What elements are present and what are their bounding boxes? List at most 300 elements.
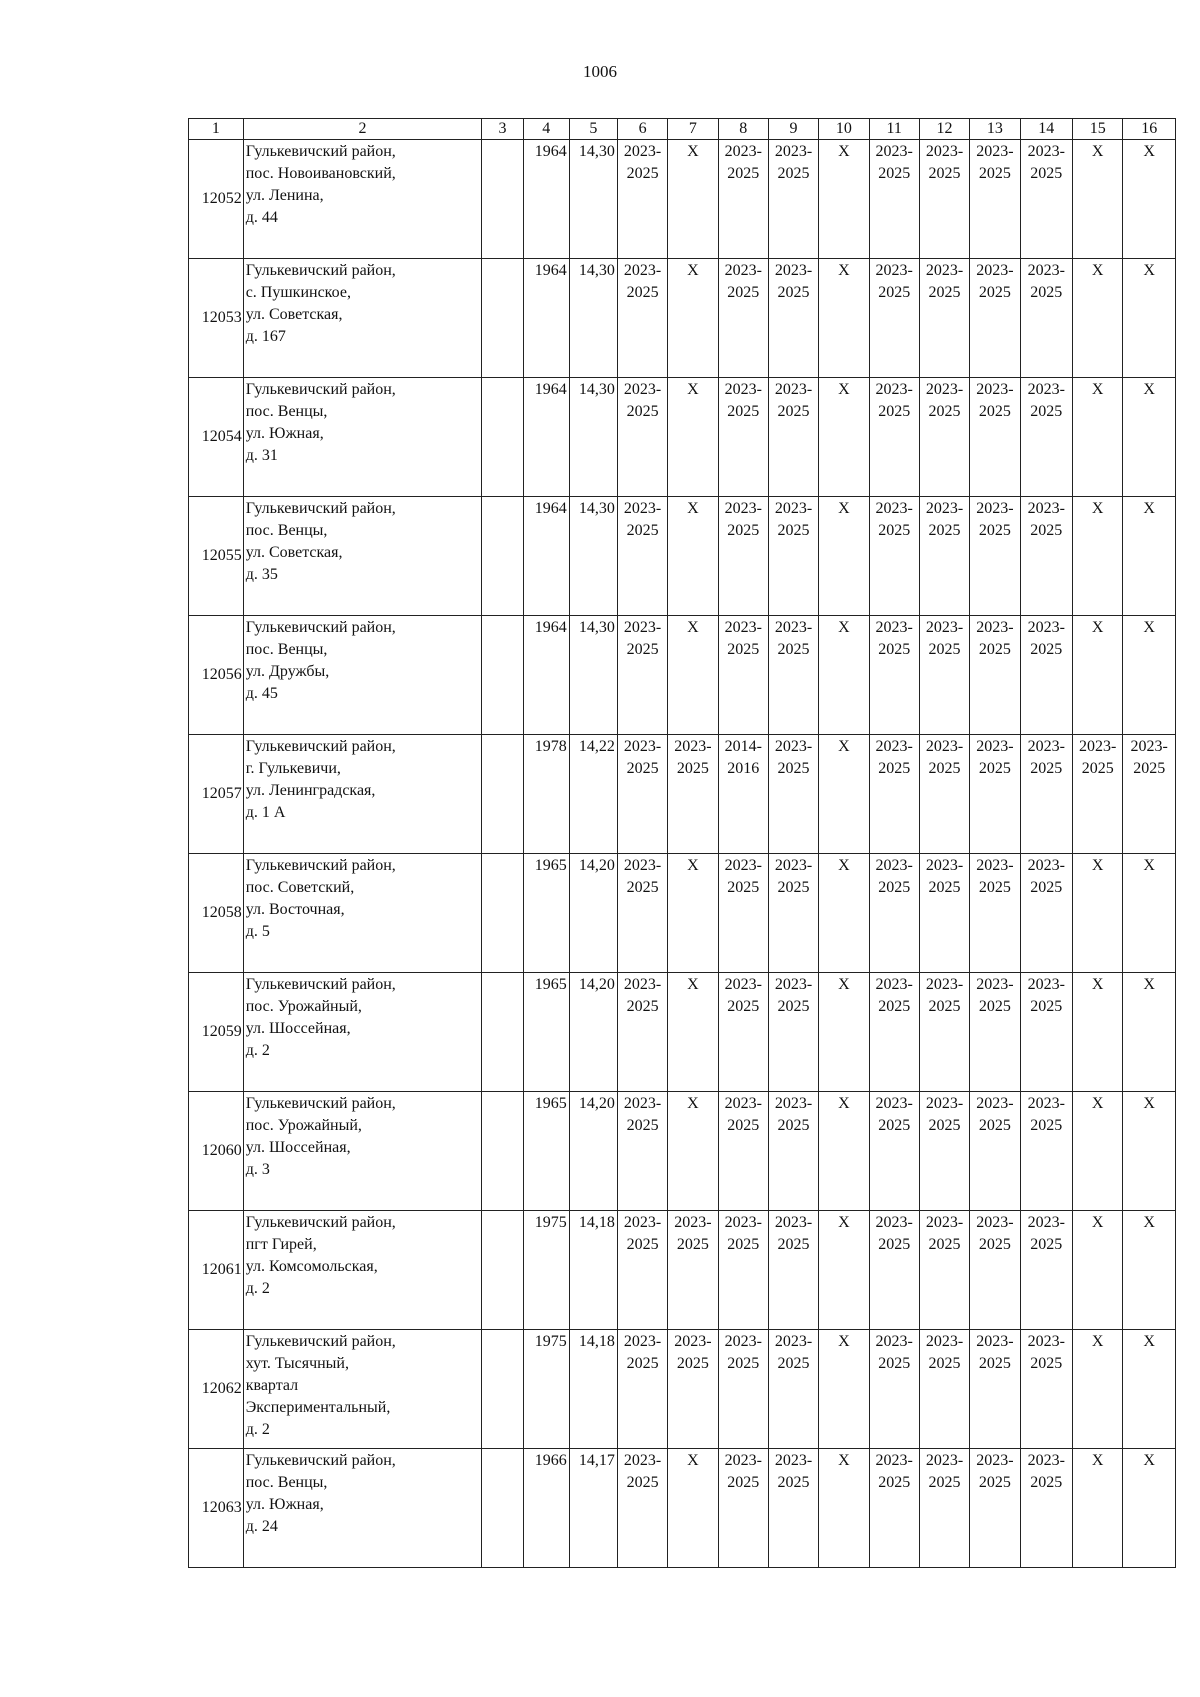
period-line: 2023- xyxy=(1027,857,1065,874)
period-line: 2023- xyxy=(875,857,913,874)
period-line: 2023- xyxy=(774,381,813,398)
address-cell: Гулькевичский район, пос. Венцы, ул. Южная, д. 24 xyxy=(243,1449,482,1568)
period-cell-c7 xyxy=(668,973,718,1092)
period-line: 2023- xyxy=(925,976,964,993)
period-cell-c6 xyxy=(617,140,667,259)
period-line: 2025 xyxy=(1030,641,1063,658)
period-cell-c10 xyxy=(819,616,869,735)
period-line: 2025 xyxy=(978,1355,1011,1372)
address-cell: Гулькевичский район, пос. Урожайный, ул. Шоссейная, д. 3 xyxy=(243,1092,482,1211)
period-cell-c13 xyxy=(970,140,1020,259)
period-line: 2025 xyxy=(626,1236,659,1253)
period-line: 2025 xyxy=(878,1117,911,1134)
period-cell-c9 xyxy=(768,1092,818,1211)
period-cell-c9 xyxy=(768,854,818,973)
period-line: 2025 xyxy=(626,165,659,182)
period-cell-c12 xyxy=(919,497,969,616)
period-line: 2023- xyxy=(774,1095,813,1112)
period-line: 2023- xyxy=(774,857,813,874)
period-line: X xyxy=(1143,976,1155,993)
period-line: X xyxy=(1091,143,1104,160)
period-line: 2025 xyxy=(777,1474,810,1491)
year-cell: 1966 xyxy=(523,1449,569,1568)
period-cell-c13 xyxy=(970,259,1020,378)
period-cell-c7 xyxy=(668,1211,718,1330)
period-line: 2023- xyxy=(1027,1214,1065,1231)
address-cell: Гулькевичский район, хут. Тысячный, квартал Экспериментальный, д. 2 xyxy=(243,1330,482,1449)
table-row xyxy=(189,973,1176,1092)
period-cell-c12 xyxy=(919,1330,969,1449)
period-line: 2023- xyxy=(774,500,813,517)
period-cell-c9 xyxy=(768,735,818,854)
period-cell-c7 xyxy=(668,497,718,616)
period-cell-c7 xyxy=(668,854,718,973)
col3-cell xyxy=(482,1211,524,1330)
period-cell-c12 xyxy=(919,259,969,378)
period-line: 2025 xyxy=(978,1236,1011,1253)
period-cell-c11 xyxy=(869,1330,919,1449)
value-cell: 14,30 xyxy=(569,378,617,497)
period-cell-c15 xyxy=(1073,378,1123,497)
period-cell-c15 xyxy=(1073,1092,1123,1211)
value-cell: 14,20 xyxy=(569,1092,617,1211)
period-line: 2025 xyxy=(878,879,911,896)
period-line: 2025 xyxy=(978,522,1011,539)
period-line: 2023- xyxy=(976,738,1014,755)
period-line: 2025 xyxy=(1030,1355,1063,1372)
period-cell-c8 xyxy=(718,616,768,735)
period-line: 2025 xyxy=(727,1236,760,1253)
col3-cell xyxy=(482,1092,524,1211)
period-line: 2023- xyxy=(724,1214,762,1231)
period-line: 2023- xyxy=(925,500,964,517)
period-line: 2025 xyxy=(626,1474,659,1491)
period-line: 2025 xyxy=(928,879,961,896)
period-line: 2025 xyxy=(928,1474,961,1491)
period-line: 2025 xyxy=(676,760,709,777)
table-row xyxy=(189,1211,1176,1330)
period-cell-c6 xyxy=(617,973,667,1092)
period-cell-c14 xyxy=(1020,735,1073,854)
period-cell-c7 xyxy=(668,1449,718,1568)
header-cell: 8 xyxy=(718,119,768,140)
period-line: 2025 xyxy=(1030,165,1063,182)
period-cell-c16 xyxy=(1123,735,1176,854)
period-cell-c8 xyxy=(718,735,768,854)
period-line: X xyxy=(1143,262,1155,279)
period-cell-c6 xyxy=(617,378,667,497)
period-line: X xyxy=(687,1452,699,1469)
period-cell-c14 xyxy=(1020,1449,1073,1568)
period-cell-c10 xyxy=(819,1449,869,1568)
period-line: 2025 xyxy=(626,403,659,420)
period-cell-c6 xyxy=(617,854,667,973)
header-cell: 11 xyxy=(869,119,919,140)
period-line: X xyxy=(1143,143,1155,160)
period-line: 2025 xyxy=(777,1236,810,1253)
table-row xyxy=(189,735,1176,854)
header-cell: 5 xyxy=(569,119,617,140)
period-line: 2023- xyxy=(623,1214,662,1231)
period-line: X xyxy=(1091,381,1104,398)
period-line: 2025 xyxy=(626,284,659,301)
period-line: 2023- xyxy=(774,976,813,993)
period-line: 2025 xyxy=(878,1355,911,1372)
period-line: 2025 xyxy=(727,1117,760,1134)
period-cell-c11 xyxy=(869,735,919,854)
period-cell-c13 xyxy=(970,378,1020,497)
period-line: 2025 xyxy=(626,760,659,777)
period-cell-c16 xyxy=(1123,1449,1176,1568)
period-cell-c8 xyxy=(718,1211,768,1330)
period-line: 2025 xyxy=(878,1474,911,1491)
period-line: 2023- xyxy=(875,1333,913,1350)
period-line: X xyxy=(687,1095,699,1112)
year-cell: 1975 xyxy=(523,1211,569,1330)
period-line: 2023- xyxy=(1079,738,1117,755)
period-cell-c16 xyxy=(1123,973,1176,1092)
period-line: 2025 xyxy=(626,641,659,658)
period-cell-c10 xyxy=(819,259,869,378)
table-body xyxy=(189,119,1176,1568)
period-cell-c13 xyxy=(970,616,1020,735)
period-line: X xyxy=(1143,857,1155,874)
period-cell-c12 xyxy=(919,140,969,259)
row-number-cell: 12063 xyxy=(189,1449,244,1568)
period-cell-c10 xyxy=(819,735,869,854)
row-number-cell: 12059 xyxy=(189,973,244,1092)
period-line: 2025 xyxy=(777,165,810,182)
header-cell: 12 xyxy=(919,119,969,140)
period-line: 2025 xyxy=(777,998,810,1015)
period-line: X xyxy=(1091,619,1104,636)
period-line: 2023- xyxy=(925,1452,964,1469)
period-line: 2025 xyxy=(727,879,760,896)
period-line: 2025 xyxy=(777,284,810,301)
period-line: 2023- xyxy=(1027,1452,1065,1469)
period-cell-c10 xyxy=(819,1092,869,1211)
period-line: 2023- xyxy=(875,976,913,993)
period-cell-c6 xyxy=(617,497,667,616)
period-line: 2025 xyxy=(1030,284,1063,301)
period-line: 2023- xyxy=(623,262,662,279)
value-cell: 14,18 xyxy=(569,1330,617,1449)
period-line: 2025 xyxy=(1030,1474,1063,1491)
row-number-cell: 12058 xyxy=(189,854,244,973)
period-cell-c9 xyxy=(768,1449,818,1568)
period-cell-c6 xyxy=(617,616,667,735)
period-cell-c16 xyxy=(1123,1092,1176,1211)
period-line: 2025 xyxy=(978,165,1011,182)
row-number-cell: 12061 xyxy=(189,1211,244,1330)
header-row xyxy=(189,119,1176,140)
period-line: 2023- xyxy=(623,1333,662,1350)
address-cell: Гулькевичский район, пос. Урожайный, ул. Шоссейная, д. 2 xyxy=(243,973,482,1092)
address-cell: Гулькевичский район, пос. Венцы, ул. Советская, д. 35 xyxy=(243,497,482,616)
period-line: 2023- xyxy=(925,143,964,160)
period-line: 2023- xyxy=(724,1452,762,1469)
period-cell-c8 xyxy=(718,854,768,973)
period-line: 2023- xyxy=(875,1452,913,1469)
period-line: 2025 xyxy=(777,403,810,420)
period-line: 2023- xyxy=(724,500,762,517)
period-cell-c6 xyxy=(617,1092,667,1211)
period-line: 2025 xyxy=(1030,1117,1063,1134)
period-line: 2023- xyxy=(774,738,813,755)
period-line: 2025 xyxy=(777,1117,810,1134)
period-cell-c9 xyxy=(768,616,818,735)
year-cell: 1964 xyxy=(523,140,569,259)
period-line: 2023- xyxy=(724,1095,762,1112)
period-cell-c9 xyxy=(768,259,818,378)
period-cell-c6 xyxy=(617,1211,667,1330)
period-cell-c8 xyxy=(718,378,768,497)
table-row xyxy=(189,140,1176,259)
period-line: 2023- xyxy=(925,1214,964,1231)
period-cell-c13 xyxy=(970,854,1020,973)
period-cell-c14 xyxy=(1020,1211,1073,1330)
period-line: X xyxy=(838,1452,850,1469)
period-line: X xyxy=(1143,1333,1155,1350)
period-line: 2023- xyxy=(724,857,762,874)
period-line: 2023- xyxy=(623,619,662,636)
period-cell-c8 xyxy=(718,1449,768,1568)
period-cell-c8 xyxy=(718,973,768,1092)
period-line: 2023- xyxy=(1027,738,1065,755)
period-line: X xyxy=(838,619,850,636)
period-line: X xyxy=(838,976,850,993)
period-line: 2025 xyxy=(727,165,760,182)
period-cell-c16 xyxy=(1123,140,1176,259)
period-line: 2023- xyxy=(774,1333,813,1350)
period-line: 2023- xyxy=(774,143,813,160)
period-cell-c16 xyxy=(1123,378,1176,497)
period-line: 2025 xyxy=(727,1355,760,1372)
row-number-cell: 12054 xyxy=(189,378,244,497)
period-line: 2023- xyxy=(925,381,964,398)
period-line: X xyxy=(687,619,699,636)
period-line: 2025 xyxy=(727,1474,760,1491)
table-row xyxy=(189,378,1176,497)
header-cell: 2 xyxy=(243,119,482,140)
row-number-cell: 12052 xyxy=(189,140,244,259)
table-row xyxy=(189,259,1176,378)
col3-cell xyxy=(482,259,524,378)
table-row xyxy=(189,1449,1176,1568)
period-line: 2025 xyxy=(1133,760,1166,777)
period-line: 2025 xyxy=(676,1236,709,1253)
period-line: X xyxy=(1143,1214,1155,1231)
period-line: 2025 xyxy=(878,522,911,539)
period-cell-c15 xyxy=(1073,1211,1123,1330)
period-line: 2025 xyxy=(626,1355,659,1372)
period-cell-c15 xyxy=(1073,735,1123,854)
header-cell: 4 xyxy=(523,119,569,140)
period-cell-c11 xyxy=(869,140,919,259)
value-cell: 14,30 xyxy=(569,497,617,616)
period-cell-c11 xyxy=(869,973,919,1092)
period-cell-c14 xyxy=(1020,616,1073,735)
period-cell-c12 xyxy=(919,616,969,735)
period-cell-c7 xyxy=(668,378,718,497)
period-line: 2014- xyxy=(724,738,762,755)
address-cell: Гулькевичский район, пос. Венцы, ул. Дружбы, д. 45 xyxy=(243,616,482,735)
header-cell: 1 xyxy=(189,119,244,140)
period-line: X xyxy=(1091,500,1104,517)
row-number-cell: 12062 xyxy=(189,1330,244,1449)
period-cell-c14 xyxy=(1020,140,1073,259)
period-cell-c7 xyxy=(668,616,718,735)
value-cell: 14,20 xyxy=(569,973,617,1092)
period-line: 2023- xyxy=(623,976,662,993)
period-cell-c8 xyxy=(718,1092,768,1211)
period-cell-c7 xyxy=(668,140,718,259)
period-line: 2023- xyxy=(674,1214,712,1231)
period-line: 2023- xyxy=(724,976,762,993)
period-line: 2025 xyxy=(777,879,810,896)
period-line: 2023- xyxy=(875,381,913,398)
year-cell: 1965 xyxy=(523,1092,569,1211)
period-cell-c8 xyxy=(718,259,768,378)
period-line: 2023- xyxy=(724,1333,762,1350)
col3-cell xyxy=(482,1330,524,1449)
period-line: 2025 xyxy=(928,998,961,1015)
period-line: X xyxy=(687,143,699,160)
period-cell-c13 xyxy=(970,497,1020,616)
period-cell-c10 xyxy=(819,1211,869,1330)
period-cell-c15 xyxy=(1073,1330,1123,1449)
period-line: 2025 xyxy=(777,641,810,658)
period-line: 2016 xyxy=(727,760,760,777)
period-cell-c13 xyxy=(970,1211,1020,1330)
period-line: 2025 xyxy=(928,641,961,658)
period-cell-c14 xyxy=(1020,854,1073,973)
period-line: 2025 xyxy=(626,522,659,539)
period-line: 2025 xyxy=(878,760,911,777)
period-cell-c9 xyxy=(768,497,818,616)
col3-cell xyxy=(482,616,524,735)
period-line: 2025 xyxy=(1030,760,1063,777)
period-cell-c11 xyxy=(869,497,919,616)
period-line: 2023- xyxy=(1027,1095,1065,1112)
period-cell-c9 xyxy=(768,1211,818,1330)
period-line: 2025 xyxy=(928,1236,961,1253)
address-cell: Гулькевичский район, г. Гулькевичи, ул. Ленинградская, д. 1 А xyxy=(243,735,482,854)
period-cell-c14 xyxy=(1020,1330,1073,1449)
period-cell-c15 xyxy=(1073,854,1123,973)
period-line: 2025 xyxy=(777,522,810,539)
table-row xyxy=(189,616,1176,735)
period-cell-c10 xyxy=(819,497,869,616)
period-line: 2023- xyxy=(1130,738,1168,755)
period-line: 2025 xyxy=(928,403,961,420)
year-cell: 1964 xyxy=(523,259,569,378)
period-line: 2025 xyxy=(928,165,961,182)
col3-cell xyxy=(482,854,524,973)
header-cell: 15 xyxy=(1073,119,1123,140)
period-line: 2023- xyxy=(976,1333,1014,1350)
period-line: 2025 xyxy=(626,998,659,1015)
period-line: 2025 xyxy=(1081,760,1114,777)
address-cell: Гулькевичский район, пос. Новоивановский, ул. Ленина, д. 44 xyxy=(243,140,482,259)
period-line: 2023- xyxy=(623,500,662,517)
period-line: X xyxy=(1091,1095,1104,1112)
period-line: X xyxy=(687,976,699,993)
year-cell: 1965 xyxy=(523,854,569,973)
period-line: 2025 xyxy=(978,1117,1011,1134)
period-line: 2023- xyxy=(875,1095,913,1112)
period-line: 2023- xyxy=(623,143,662,160)
period-cell-c12 xyxy=(919,854,969,973)
period-line: 2023- xyxy=(925,1333,964,1350)
period-line: 2023- xyxy=(774,1214,813,1231)
period-line: 2025 xyxy=(878,284,911,301)
row-number-cell: 12057 xyxy=(189,735,244,854)
period-line: 2025 xyxy=(928,1117,961,1134)
header-cell: 9 xyxy=(768,119,818,140)
period-line: 2025 xyxy=(777,1355,810,1372)
header-cell: 7 xyxy=(668,119,718,140)
period-line: X xyxy=(1143,381,1155,398)
period-cell-c13 xyxy=(970,1449,1020,1568)
table-row xyxy=(189,497,1176,616)
period-line: 2023- xyxy=(875,1214,913,1231)
period-line: X xyxy=(687,857,699,874)
period-line: 2023- xyxy=(774,1452,813,1469)
period-line: 2023- xyxy=(724,381,762,398)
period-line: X xyxy=(687,381,699,398)
period-line: 2023- xyxy=(623,1452,662,1469)
year-cell: 1964 xyxy=(523,497,569,616)
header-cell: 6 xyxy=(617,119,667,140)
period-line: 2023- xyxy=(1027,143,1065,160)
address-cell: Гулькевичский район, с. Пушкинское, ул. Советская, д. 167 xyxy=(243,259,482,378)
period-line: X xyxy=(1091,1452,1104,1469)
period-line: 2025 xyxy=(1030,1236,1063,1253)
period-cell-c10 xyxy=(819,854,869,973)
period-line: 2025 xyxy=(978,879,1011,896)
header-cell: 13 xyxy=(970,119,1020,140)
period-cell-c14 xyxy=(1020,1092,1073,1211)
period-line: 2025 xyxy=(928,1355,961,1372)
period-line: 2025 xyxy=(978,403,1011,420)
period-cell-c16 xyxy=(1123,1330,1176,1449)
period-cell-c14 xyxy=(1020,378,1073,497)
period-line: 2023- xyxy=(623,857,662,874)
value-cell: 14,17 xyxy=(569,1449,617,1568)
period-line: 2025 xyxy=(978,760,1011,777)
row-number-cell: 12055 xyxy=(189,497,244,616)
period-line: 2025 xyxy=(727,403,760,420)
period-cell-c11 xyxy=(869,1092,919,1211)
period-cell-c14 xyxy=(1020,259,1073,378)
year-cell: 1964 xyxy=(523,616,569,735)
period-cell-c11 xyxy=(869,1211,919,1330)
period-cell-c13 xyxy=(970,1330,1020,1449)
year-cell: 1965 xyxy=(523,973,569,1092)
period-cell-c9 xyxy=(768,1330,818,1449)
period-line: 2025 xyxy=(1030,403,1063,420)
value-cell: 14,30 xyxy=(569,616,617,735)
period-line: 2025 xyxy=(928,284,961,301)
period-line: X xyxy=(838,143,850,160)
value-cell: 14,30 xyxy=(569,140,617,259)
period-cell-c16 xyxy=(1123,616,1176,735)
col3-cell xyxy=(482,1449,524,1568)
period-line: 2023- xyxy=(724,262,762,279)
header-cell: 14 xyxy=(1020,119,1073,140)
period-line: 2025 xyxy=(626,879,659,896)
